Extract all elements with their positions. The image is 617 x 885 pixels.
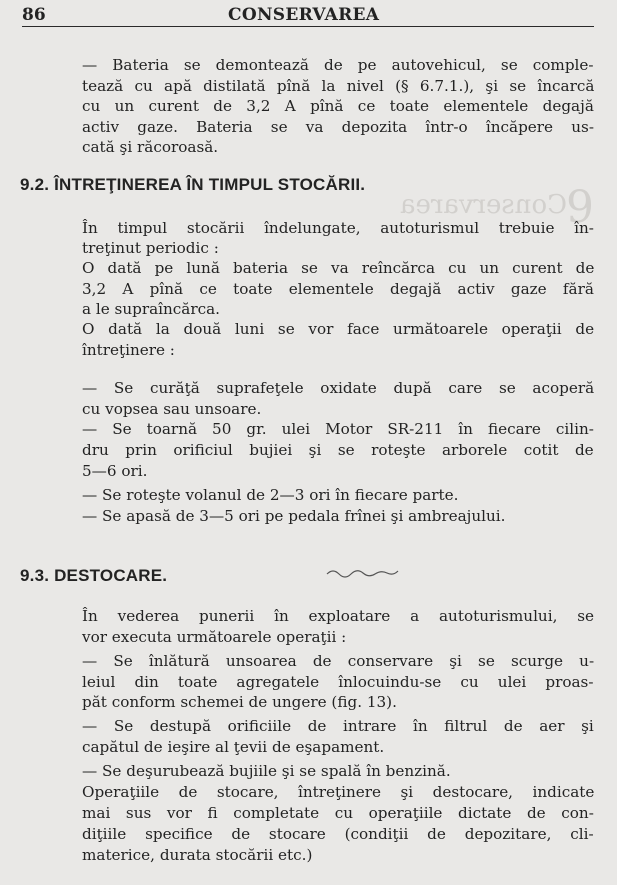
body-line: O dată pe lună bateria se va reîncărca cu un curent de xyxy=(82,259,595,277)
intro-line: cu un curent de 3,2 A pînă ce toate elementele degajă xyxy=(82,97,594,115)
pen-squiggle-mark xyxy=(325,565,400,579)
show-through-numeral: 9 xyxy=(566,182,594,233)
body-line: diţiile specifice de stocare (condiţii de depozitare, cli- xyxy=(82,825,594,843)
section-heading-9-2: 9.2. ÎNTREŢINEREA ÎN TIMPUL STOCĂRII. xyxy=(20,175,366,194)
body-line: — Se curăţă suprafeţele oxidate după care se acoperă xyxy=(82,379,595,397)
body-line: treţinut periodic : xyxy=(82,239,219,257)
body-line: cu vopsea sau unsoare. xyxy=(82,400,262,418)
body-line: În vederea punerii în exploatare a autoturismului, se xyxy=(82,607,594,625)
body-line: — Se apasă de 3—5 ori pe pedala frînei şi ambreajului. xyxy=(82,507,506,525)
body-line: leiul din toate agregatele înlocuindu-se cu ulei proas- xyxy=(82,673,594,691)
body-line: — Se înlătură unsoarea de conservare şi se scurge u- xyxy=(82,652,595,670)
page-number: 86 xyxy=(22,5,46,25)
body-line: materice, durata stocării etc.) xyxy=(82,846,313,864)
body-line: capătul de ieşire al ţevii de eşapament. xyxy=(82,738,385,756)
intro-line: — Bateria se demontează de pe autovehicul, se comple- xyxy=(82,56,594,74)
running-title: CONSERVAREA xyxy=(228,5,380,25)
body-line: mai sus vor fi completate cu operaţiile dictate de con- xyxy=(82,804,594,822)
body-line: — Se deşurubează bujiile şi se spală în benzină. xyxy=(82,762,451,780)
body-line: — Se destupă orificiile de intrare în filtrul de aer şi xyxy=(82,717,594,735)
body-line: În timpul stocării îndelungate, autoturismul trebuie în- xyxy=(82,219,594,237)
body-line: O dată la două luni se vor face următoarele operaţii de xyxy=(82,320,595,338)
body-line: — Se roteşte volanul de 2—3 ori în fiecare parte. xyxy=(82,486,459,504)
body-line: dru prin orificiul bujiei şi se roteşte arborele cotit de xyxy=(82,441,594,459)
body-line: a le supraîncărca. xyxy=(82,300,221,318)
page-header xyxy=(22,4,594,27)
body-line: 5—6 ori. xyxy=(82,462,148,480)
body-line: — Se toarnă 50 gr. ulei Motor SR-211 în fiecare cilin- xyxy=(82,420,594,438)
body-line: 3,2 A pînă ce toate elementele degajă activ gaze fără xyxy=(82,280,594,298)
section-heading-9-3: 9.3. DESTOCARE. xyxy=(20,566,168,585)
intro-line: tează cu apă distilată pînă la nivel (§ 6.7.1.), şi se încarcă xyxy=(82,77,595,95)
body-line: Operaţiile de stocare, întreţinere şi destocare, indicate xyxy=(82,783,595,801)
intro-line: cată şi răcoroasă. xyxy=(82,138,219,156)
intro-line: activ gaze. Bateria se va depozita într-o încăpere us- xyxy=(82,118,594,136)
body-line: vor executa următoarele operaţii : xyxy=(82,628,347,646)
body-line: întreţinere : xyxy=(82,341,175,359)
show-through-heading: Conservarea xyxy=(400,190,567,220)
body-line: păt conform schemei de ungere (fig. 13). xyxy=(82,693,397,711)
